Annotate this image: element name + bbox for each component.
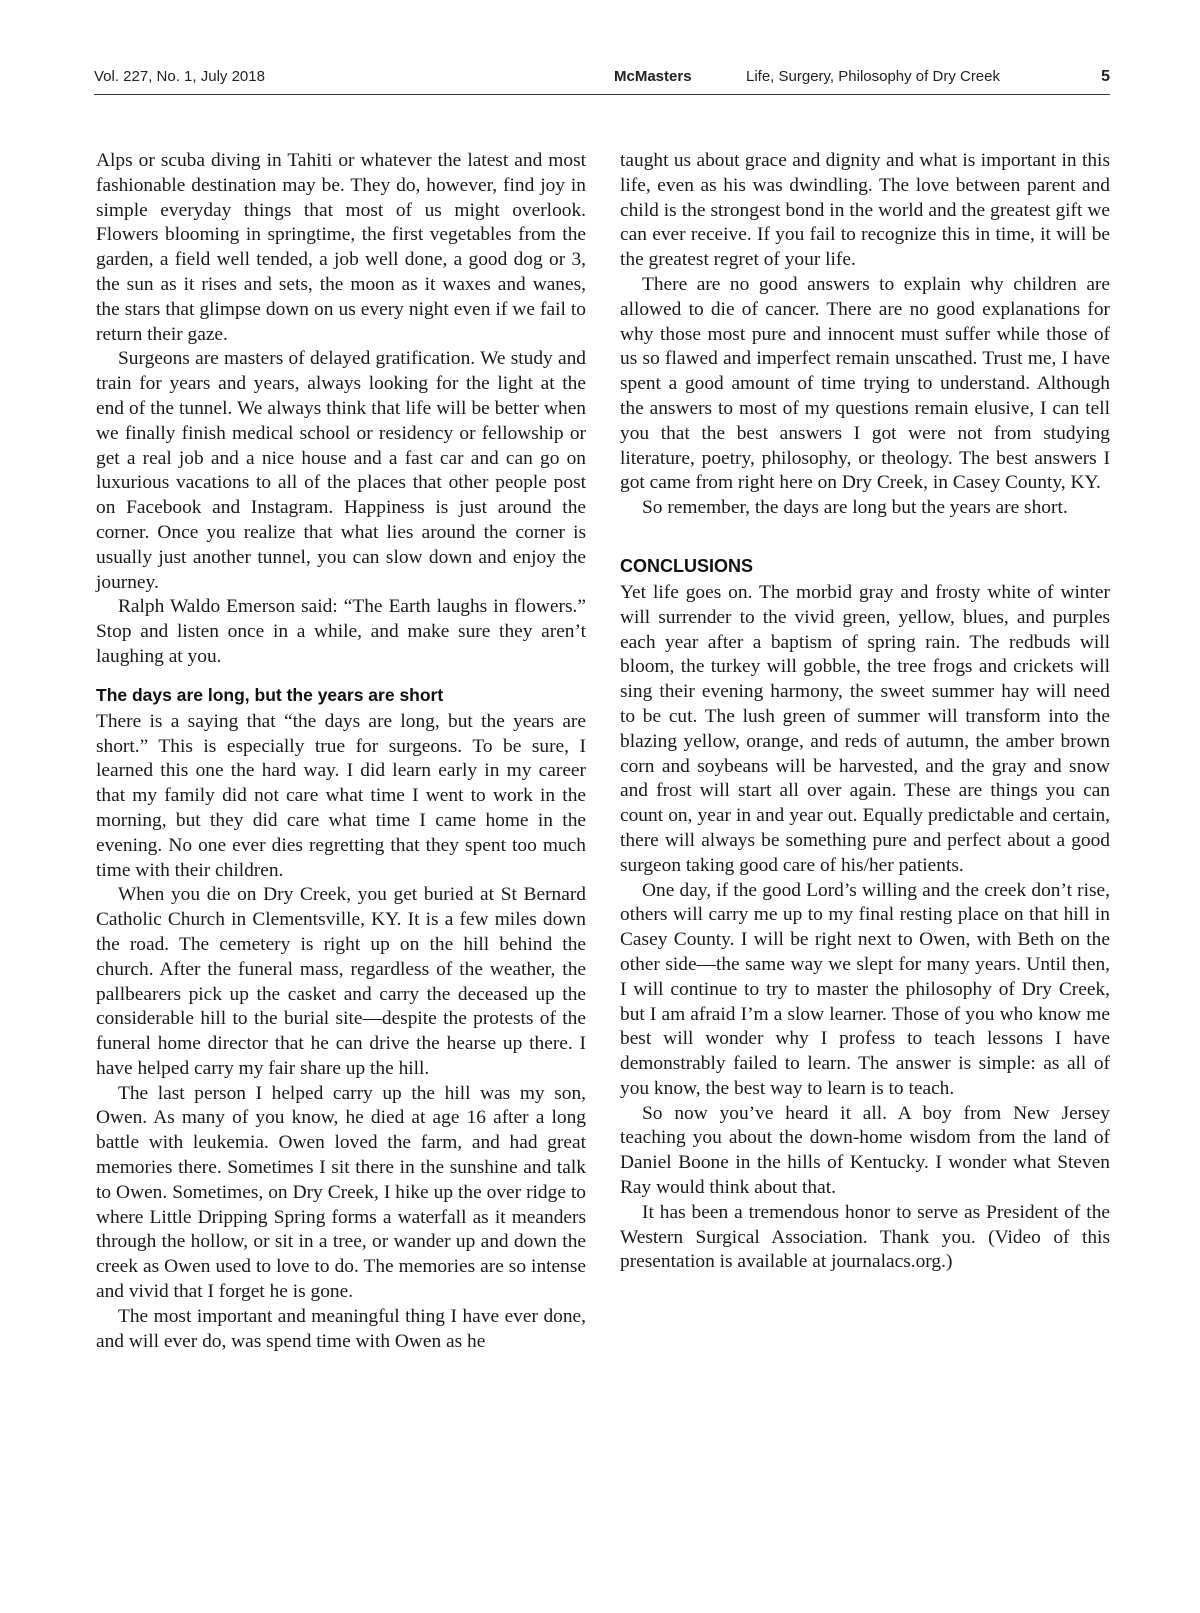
running-head — [94, 66, 1110, 95]
paragraph: So remember, the days are long but the years are short. — [642, 497, 1068, 519]
paragraph: When you die on Dry Creek, you get buried at St Bernard Catholic Church in Clementsville, KY. It is a few miles down the road. The cemetery is right up on the hill behind the church. After the funeral mass, regardless of the weather, the pallbearers pick up the casket and carry the deceased up the considerable hill to the burial site—despite the protests of the funeral home director that he can drive the hearse up there. I have helped carry my fair share up the hill. — [96, 884, 586, 1079]
paragraph: Ralph Waldo Emerson said: “The Earth laughs in flowers.” Stop and listen once in a while, and make sure they aren’t laughing at you. — [96, 596, 586, 667]
paragraph: Surgeons are masters of delayed gratification. We study and train for years and years, always looking for the light at the end of the tunnel. We always think that life will be better when we finally finish medical school or residency or fellowship or get a real job and a nice house and a fast car and can go on luxurious vacations to all of the places that other people post on Facebook and Instagram. Happiness is just around the corner. Once you realize that what lies around the corner is usually just another tunnel, you can slow down and enjoy the journey. — [96, 348, 586, 593]
paragraph: The last person I helped carry up the hill was my son, Owen. As many of you know, he died at age 16 after a long battle with leukemia. Owen loved the farm, and had great memories there. Sometimes I sit there in the sunshine and talk to Owen. Sometimes, on Dry Creek, I hike up the over ridge to where Little Dripping Spring forms a waterfall as it meanders through the hollow, or sit in a tree, or wander up and down the creek as Owen used to love to do. The memories are so intense and vivid that I forget he is gone. — [96, 1082, 586, 1303]
paragraph: There are no good answers to explain why children are allowed to die of cancer. There are no good explanations for why those most pure and innocent must suffer while those of us so flawed and imperfect remain unscathed. Trust me, I have spent a good amount of time trying to understand. Although the answers to most of my questions remain elusive, I can tell you that the best answers I got were not from studying literature, poetry, philosophy, or theology. The best answers I got came from right here on Dry Creek, in Casey County, KY. — [620, 273, 1110, 494]
paragraph: One day, if the good Lord’s willing and the creek don’t rise, others will carry me up to my final resting place on that hill in Casey County. I will be right next to Owen, with Beth on the other side—the same way we slept for many years. Until then, I will continue to try to master the philosophy of Dry Creek, but I am afraid I’m a slow learner. Those of you who know me best will wonder why I profess to teach lessons I have demonstrably failed to learn. The answer is simple: as all of you know, the best way to learn is to teach. — [620, 879, 1110, 1099]
paragraph: Alps or scuba diving in Tahiti or whatever the latest and most fashionable destination may be. They do, however, find joy in simple everyday things that most of us might overlook. Flowers blooming in springtime, the first vegetables from the garden, a field well tended, a job well done, a good dog or 3, the sun as it rises and sets, the moon as it waxes and wanes, the stars that glimpse down on us every night even if we fail to return their gaze. — [96, 150, 586, 345]
running-head-title: Life, Surgery, Philosophy of Dry Creek — [746, 68, 1000, 85]
journal-citation: Vol. 227, No. 1, July 2018 — [94, 68, 265, 85]
paragraph: Yet life goes on. The morbid gray and frosty white of winter will surrender to the vivid green, yellow, blues, and purples each year after a baptism of spring rain. The redbuds will bloom, the turkey will gobble, the tree frogs and crickets will sing their evening harmony, the sweet summer hay will need to be cut. The lush green of summer will transform into the blazing yellow, orange, and reds of autumn, the amber brown corn and soybeans will be harvested, and the gray and snow and frost will start all over again. These are things you can count on, year in and year out. Equally predictable and certain, there will always be something pure and perfect about a good surgeon taking good care of his/her patients. — [620, 581, 1110, 876]
right-column — [620, 149, 1110, 1275]
paragraph: taught us about grace and dignity and what is important in this life, even as his was dwindling. The love between parent and child is the strongest bond in the world and the greatest gift we can ever receive. If you fail to recognize this in time, it will be the greatest regret of your life. — [620, 150, 1110, 271]
paragraph: So now you’ve heard it all. A boy from New Jersey teaching you about the down-home wisdom from the land of Daniel Boone in the hills of Kentucky. I wonder what Steven Ray would think about that. — [620, 1102, 1110, 1199]
running-head-author: McMasters — [614, 68, 692, 85]
page-number: 5 — [1101, 68, 1110, 85]
paragraph: It has been a tremendous honor to serve as President of the Western Surgical Association. Thank you. (Video of this presentation is available at journalacs.org.) — [620, 1201, 1110, 1273]
section-heading-conclusions: CONCLUSIONS — [620, 555, 754, 576]
left-column — [96, 149, 586, 1354]
paragraph: There is a saying that “the days are long, but the years are short.” This is especially true for surgeons. To be sure, I learned this one the hard way. I did learn early in my career that my family did not care what time I went to work in the morning, but they did care what time I came home in the evening. No one ever dies regretting that they spent too much time with their children. — [96, 710, 586, 881]
section-heading: The days are long, but the years are short — [96, 684, 444, 705]
paragraph: The most important and meaningful thing I have ever done, and will ever do, was spend time with Owen as he — [96, 1305, 586, 1352]
